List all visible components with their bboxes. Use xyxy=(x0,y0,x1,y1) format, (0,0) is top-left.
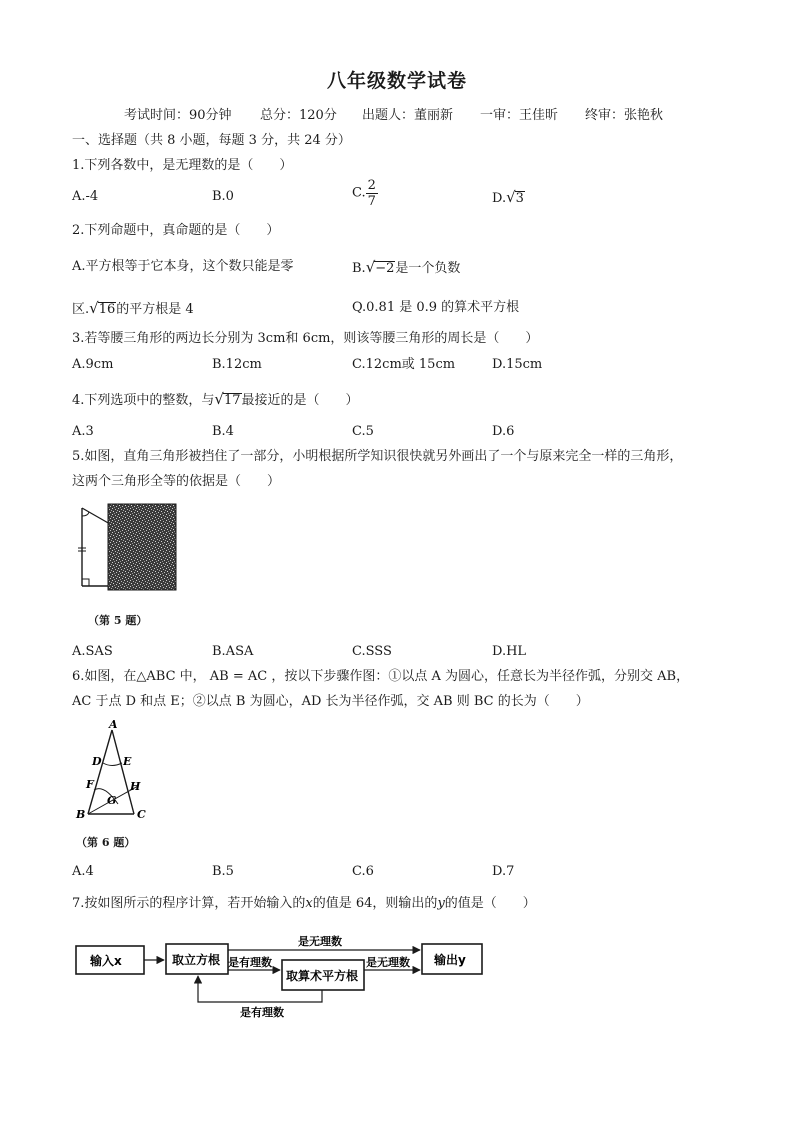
q5-right-angle-mark xyxy=(82,579,89,586)
q2-option-a: A.平方根等于它本身，这个数只能是零 xyxy=(72,259,294,274)
q5-triangle-hypotenuse xyxy=(82,508,110,524)
q2-option-c-suffix: 的平方根是 4 xyxy=(116,302,194,317)
q4-stem-radicand: 17 xyxy=(223,393,241,408)
q1-option-d-prefix: D. xyxy=(492,191,507,206)
q7-flowchart xyxy=(72,930,492,1022)
q6-label-d: D xyxy=(92,755,102,768)
q5-option-c: C.SSS xyxy=(352,644,392,659)
q3-option-c: C.12cm或 15cm xyxy=(352,357,456,372)
q4-option-c: C.5 xyxy=(352,424,374,439)
q4-option-a: A.3 xyxy=(72,424,94,439)
q6-label-f: F xyxy=(86,778,94,791)
q7-var-y: y xyxy=(437,896,445,911)
q6-stem-line1: 6.如图，在△ABC 中， AB = AC ，按以下步骤作图：①以点 A 为圆心，任意长为半径作弧，分别交 AB， xyxy=(72,669,690,684)
q5-stem-line2: 这两个三角形全等的依据是（ ） xyxy=(72,474,281,489)
q1-option-c-prefix: C. xyxy=(352,185,366,201)
q4-stem-prefix: 4.下列选项中的整数，与 xyxy=(72,393,215,408)
q7-stem xyxy=(72,895,536,913)
q6-stem-line2: AC 于点 D 和点 E；②以点 B 为圆心，AD 长为半径作弧，交 AB 则 BC 的长为（ ） xyxy=(72,694,589,709)
exam-info-review2: 终审：张艳秋 xyxy=(585,108,664,123)
q1-option-c-denominator: 7 xyxy=(367,194,376,209)
exam-info-author: 出题人：董丽新 xyxy=(362,108,454,123)
q7-stem-mid: 的值是 64，则输出的 xyxy=(312,896,438,911)
q5-occluding-block xyxy=(108,504,176,590)
flow-label-irrational-2: 是无理数 xyxy=(366,956,410,969)
q5-option-a: A.SAS xyxy=(72,644,113,659)
q6-label-h: H xyxy=(130,780,141,793)
q6-label-b: B xyxy=(76,808,86,821)
q3-option-b: B.12cm xyxy=(212,357,262,372)
q2-option-c-radicand: 16 xyxy=(98,302,116,317)
q4-option-d: D.6 xyxy=(492,424,515,439)
flow-label-rational-bottom: 是有理数 xyxy=(240,1006,284,1019)
q1-option-c xyxy=(352,178,378,209)
q2-stem: 2.下列命题中，真命题的是（ ） xyxy=(72,223,280,238)
flow-label-cube-root: 取立方根 xyxy=(172,953,221,967)
q5-angle-mark xyxy=(82,512,89,516)
q7-var-x: x xyxy=(305,896,313,911)
q6-option-b: B.5 xyxy=(212,864,234,879)
q5-caption: （第 5 题） xyxy=(88,614,148,627)
q1-option-b: B.0 xyxy=(212,189,234,204)
q2-option-d: Q.0.81 是 0.9 的算术平方根 xyxy=(352,300,520,315)
q2-option-b-suffix: 是一个负数 xyxy=(395,261,461,276)
q5-figure xyxy=(70,502,180,594)
q1-option-d xyxy=(492,188,525,208)
flow-label-output: 输出y xyxy=(434,953,466,967)
flow-label-input: 输入x xyxy=(90,954,122,968)
page-title: 八年级数学试卷 xyxy=(326,70,467,92)
sqrt-icon: √ xyxy=(214,390,224,408)
q1-option-c-numerator: 2 xyxy=(367,178,376,193)
q3-option-a: A.9cm xyxy=(72,357,114,372)
q1-stem: 1.下列各数中，是无理数的是（ ） xyxy=(72,158,293,173)
q1-option-a: A.-4 xyxy=(72,189,99,204)
section-header: 一、选择题（共 8 小题，每题 3 分，共 24 分） xyxy=(72,133,351,148)
q6-option-c: C.6 xyxy=(352,864,374,879)
q3-option-d: D.15cm xyxy=(492,357,543,372)
sqrt-icon: √ xyxy=(89,299,99,317)
q1-option-c-fraction xyxy=(366,178,378,209)
q5-stem-line1: 5.如图，直角三角形被挡住了一部分，小明根据所学知识很快就另外画出了一个与原来完全一样的三角形， xyxy=(72,449,683,464)
q5-option-b: B.ASA xyxy=(212,644,254,659)
q6-label-e: E xyxy=(123,755,132,768)
q2-option-b xyxy=(352,258,460,278)
q1-option-d-radicand: 3 xyxy=(515,191,524,206)
q6-figure xyxy=(72,720,162,825)
exam-info-review1: 一审：王佳昕 xyxy=(480,108,559,123)
q4-stem xyxy=(72,390,359,410)
exam-info-time: 考试时间：90分钟 xyxy=(124,108,232,123)
flow-label-rational-1: 是有理数 xyxy=(228,956,272,969)
q6-label-g: G xyxy=(107,794,117,807)
flow-label-irrational-top: 是无理数 xyxy=(298,935,342,948)
sqrt-icon: √ xyxy=(365,258,376,276)
q6-label-c: C xyxy=(137,808,146,821)
q6-label-a: A xyxy=(109,718,118,731)
q6-option-a: A.4 xyxy=(72,864,94,879)
q5-option-d: D.HL xyxy=(492,644,527,659)
q4-option-b: B.4 xyxy=(212,424,234,439)
q3-stem: 3.若等腰三角形的两边长分别为 3cm和 6cm，则该等腰三角形的周长是（ ） xyxy=(72,331,539,346)
q6-option-d: D.7 xyxy=(492,864,515,879)
sqrt-icon: √ xyxy=(506,188,516,206)
q6-caption: （第 6 题） xyxy=(76,836,136,849)
flow-label-sqrt: 取算术平方根 xyxy=(286,969,359,983)
q6-arc-de xyxy=(103,763,122,766)
q7-stem-suffix: 的值是（ ） xyxy=(444,896,536,911)
exam-info-score: 总分：120分 xyxy=(260,108,337,123)
q2-option-c-prefix: 区. xyxy=(72,302,90,317)
q2-option-b-radicand: −2 xyxy=(375,261,395,276)
q2-option-b-prefix: B. xyxy=(352,261,366,276)
q7-stem-prefix: 7.按如图所示的程序计算，若开始输入的 xyxy=(72,896,306,911)
q2-option-c xyxy=(72,299,194,319)
q4-stem-suffix: 最接近的是（ ） xyxy=(241,393,359,408)
